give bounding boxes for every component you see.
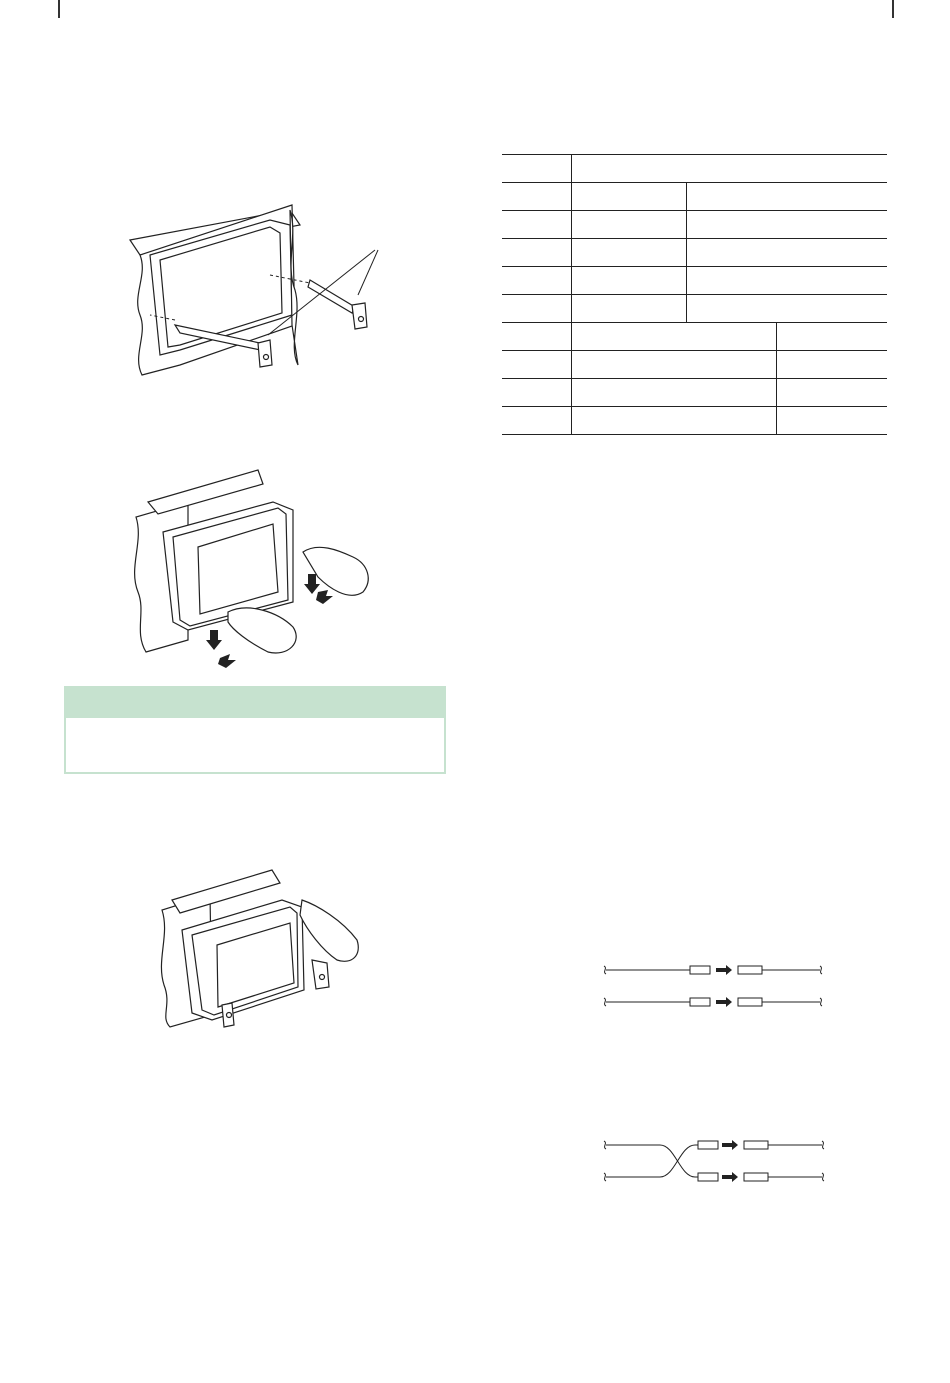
table-cell — [502, 323, 571, 351]
crop-mark-right — [892, 0, 894, 18]
figure-connector-crossed — [600, 1135, 832, 1187]
table-row — [502, 295, 887, 323]
table-cell — [776, 351, 887, 379]
note-body — [66, 718, 444, 734]
table-row — [502, 155, 887, 183]
figure-pull-out-unit — [128, 462, 388, 677]
table-cell — [502, 155, 571, 183]
table-cell — [776, 379, 887, 407]
table-cell — [776, 323, 887, 351]
table-row — [502, 351, 887, 379]
table-cell — [571, 239, 686, 267]
table-cell — [502, 267, 571, 295]
table-cell — [571, 211, 686, 239]
table-cell — [686, 295, 887, 323]
table-row — [502, 239, 887, 267]
table-cell — [502, 351, 571, 379]
table-cell — [571, 351, 776, 379]
table-row — [502, 211, 887, 239]
table-row — [502, 183, 887, 211]
table-cell — [776, 407, 887, 435]
figure-connector-straight — [600, 960, 830, 1012]
table-cell — [502, 211, 571, 239]
table-cell — [686, 267, 887, 295]
table-cell — [502, 295, 571, 323]
table-cell — [686, 183, 887, 211]
table-cell — [502, 239, 571, 267]
table-row — [502, 379, 887, 407]
table-cell — [571, 155, 887, 183]
table-cell — [571, 407, 776, 435]
table-cell — [502, 407, 571, 435]
table-cell — [571, 295, 686, 323]
note-header — [66, 688, 444, 718]
table-cell — [571, 183, 686, 211]
table-cell — [686, 211, 887, 239]
table-row — [502, 267, 887, 295]
figure-removal-keys-insert — [120, 195, 400, 385]
spec-table — [502, 154, 887, 435]
table-cell — [571, 323, 776, 351]
table-cell — [686, 239, 887, 267]
table-cell — [502, 379, 571, 407]
table-cell — [502, 183, 571, 211]
table-cell — [571, 267, 686, 295]
figure-remove-unit-by-hand — [152, 865, 372, 1030]
crop-mark-left — [58, 0, 60, 18]
table-row — [502, 407, 887, 435]
note-box — [64, 686, 446, 774]
table-row — [502, 323, 887, 351]
table-cell — [571, 379, 776, 407]
